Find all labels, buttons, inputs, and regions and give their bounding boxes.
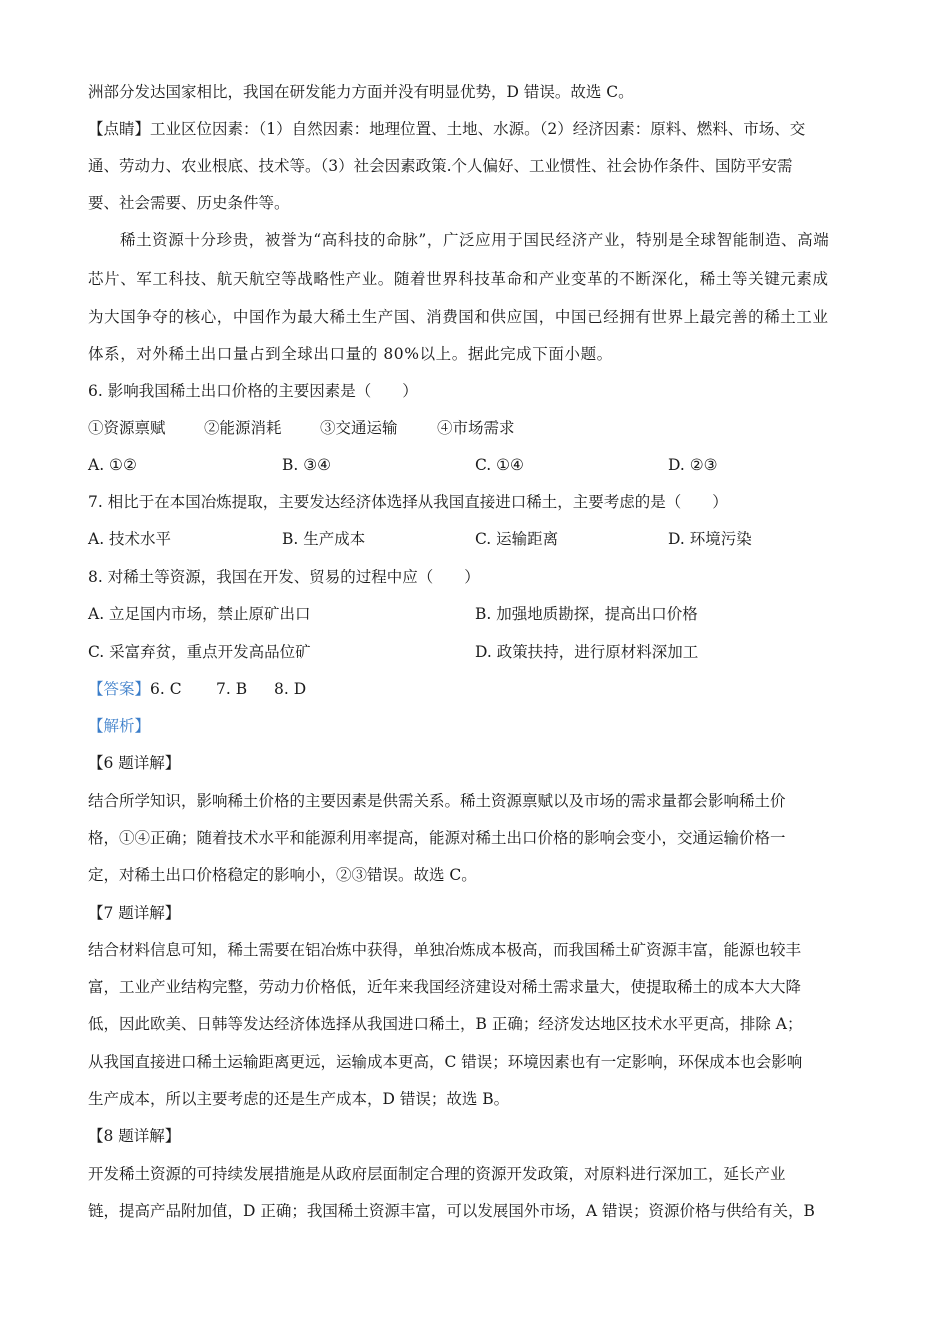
q7-detail-line-4: 从我国直接进口稀土运输距离更远，运输成本更高，C 错误；环境因素也有一定影响，环保成本也会影响 — [88, 1053, 803, 1071]
q8-option-b: B. 加强地质勘探，提高出口价格 — [475, 605, 698, 623]
q8-option-c: C. 采富弃贫，重点开发高品位矿 — [88, 643, 311, 661]
q7-stem: 7. 相比于在本国冶炼提取，主要发达经济体选择从我国直接进口稀土，主要考虑的是（ ） — [88, 493, 728, 511]
q8-option-d: D. 政策扶持，进行原材料深加工 — [475, 643, 699, 661]
q8-stem: 8. 对稀土等资源，我国在开发、贸易的过程中应（ ） — [88, 568, 480, 586]
q6-detail-line-1: 结合所学知识，影响稀土价格的主要因素是供需关系。稀土资源禀赋以及市场的需求量都会影响稀土价 — [88, 792, 786, 810]
answer-q7: 7. B — [216, 680, 248, 698]
q6-detail-tag: 【6 题详解】 — [88, 754, 181, 772]
q8-option-a: A. 立足国内市场，禁止原矿出口 — [88, 605, 311, 623]
q6-factor-2: ②能源消耗 — [204, 419, 282, 437]
q8-detail-line-2: 链，提高产品附加值，D 正确；我国稀土资源丰富，可以发展国外市场，A 错误；资源价格与供给有关，B — [88, 1202, 815, 1220]
material-line-1: 稀土资源十分珍贵，被誉为“高科技的命脉”，广泛应用于国民经济产业，特别是全球智能制造、高端 — [120, 231, 830, 249]
q8-detail-tag: 【8 题详解】 — [88, 1127, 181, 1145]
q7-detail-line-3: 低，因此欧美、日韩等发达经济体选择从我国进口稀土，B 正确；经济发达地区技术水平更高，排除 A； — [88, 1015, 803, 1033]
q6-factor-4: ④市场需求 — [437, 419, 515, 437]
dianjing-line-2: 通、劳动力、农业根底、技术等。（3）社会因素政策.个人偏好、工业惯性、社会协作条件、国防平安需 — [88, 157, 793, 175]
material-line-4: 体系，对外稀土出口量占到全球出口量的 80%以上。据此完成下面小题。 — [88, 345, 613, 363]
answer-tag: 【答案】 — [88, 680, 151, 698]
answer-q8: 8. D — [274, 680, 307, 698]
dianjing-tag: 【点睛】 — [88, 120, 151, 138]
dianjing-line-3: 要、社会需要、历史条件等。 — [88, 194, 290, 212]
q6-option-a: A. ①② — [88, 456, 137, 474]
q6-detail-line-2: 格，①④正确；随着技术水平和能源利用率提高，能源对稀土出口价格的影响会变小，交通运输价格一 — [88, 829, 786, 847]
material-line-3: 为大国争夺的核心，中国作为最大稀土生产国、消费国和供应国，中国已经拥有世界上最完善的稀土工业 — [88, 308, 829, 326]
q7-detail-line-2: 富，工业产业结构完整，劳动力价格低，近年来我国经济建设对稀土需求量大，使提取稀土的成本大大降 — [88, 978, 802, 996]
q7-option-b: B. 生产成本 — [282, 530, 366, 548]
q6-detail-line-3: 定，对稀土出口价格稳定的影响小，②③错误。故选 C。 — [88, 866, 477, 884]
q5-explanation-end: 洲部分发达国家相比，我国在研发能力方面并没有明显优势，D 错误。故选 C。 — [88, 83, 634, 101]
q8-detail-line-1: 开发稀土资源的可持续发展措施是从政府层面制定合理的资源开发政策，对原料进行深加工，延长产业 — [88, 1165, 786, 1183]
material-line-2: 芯片、军工科技、航天航空等战略性产业。随着世界科技革命和产业变革的不断深化，稀土等关键元素成 — [88, 270, 829, 288]
q7-option-d: D. 环境污染 — [668, 530, 752, 548]
q6-option-b: B. ③④ — [282, 456, 332, 474]
q6-option-d: D. ②③ — [668, 456, 718, 474]
q7-detail-line-5: 生产成本，所以主要考虑的还是生产成本，D 错误；故选 B。 — [88, 1090, 510, 1108]
q6-factor-1: ①资源禀赋 — [88, 419, 166, 437]
q6-stem: 6. 影响我国稀土出口价格的主要因素是（ ） — [88, 382, 418, 400]
q6-option-c: C. ①④ — [475, 456, 524, 474]
dianjing-line-1: 【点睛】工业区位因素：（1）自然因素：地理位置、土地、水源。（2）经济因素：原料、燃料、市场、交 — [88, 120, 806, 138]
q7-option-c: C. 运输距离 — [475, 530, 559, 548]
answer-q6: 6. C — [150, 680, 182, 698]
q7-detail-tag: 【7 题详解】 — [88, 904, 181, 922]
q6-factor-3: ③交通运输 — [320, 419, 398, 437]
analysis-tag: 【解析】 — [88, 717, 151, 735]
q7-detail-line-1: 结合材料信息可知，稀土需要在铝冶炼中获得，单独冶炼成本极高，而我国稀土矿资源丰富，能源也较丰 — [88, 941, 802, 959]
q7-option-a: A. 技术水平 — [88, 530, 172, 548]
